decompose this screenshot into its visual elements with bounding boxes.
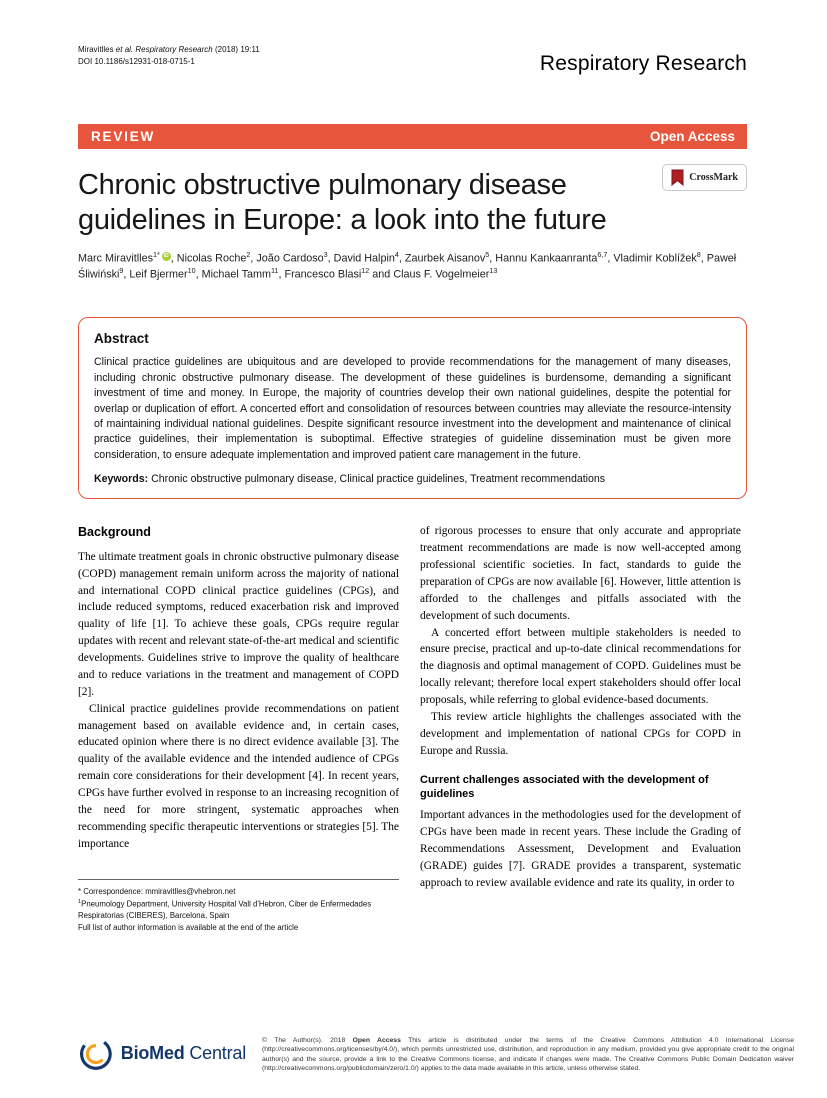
biomed-central-wordmark [121,1043,246,1064]
author-affiliation-sup: 9 [119,266,124,276]
author-name: João Cardoso [256,252,324,265]
author-affiliation-sup: 4 [394,249,399,259]
open-access-label: Open Access [649,129,735,144]
author-affiliation-sup: 2 [246,249,251,259]
citation-block [78,44,260,69]
author-name: Marc Miravitlles [78,252,153,265]
logo-word-central: Central [184,1043,246,1064]
paragraph: The ultimate treatment goals in chronic obstructive pulmonary disease (COPD) management remain uniform across the majority of national and international COPD clinical practice guidelines (CPGs), and include reduced symptoms, reduced exacerbation risk and improved quality of life [1]. To achieve these goals, CPGs require regular updates with recent and relevant state-of-the-art medical and scientific developments. Guidelines strive to improve the quality of healthcare and to reduce variations in the treatment and management of COPD [2]. [78,550,399,698]
author-name: Vladimir Koblížek [613,252,697,265]
paragraph: Clinical practice guidelines provide recommendations on patient management based on available evidence and, in certain cases, educated opinion where there is no direct evidence available [3]. The quality of the available evidence and the intended audience of CPGs remain core considerations for their development [4]. In recent years, CPGs have further evolved in response to an increasing recognition of the need for more stringent, systematic approaches when recommending specific therapeutic interventions or strategies [5]. The importance [78,702,399,850]
article-type-banner [78,124,747,149]
author-name: Michael Tamm [201,268,272,281]
affiliation-sup: 1 [78,898,82,905]
journal-name: Respiratory Research [539,52,747,75]
author-affiliation-sup: 1* [152,249,160,259]
author-affiliation-sup: 5 [485,249,490,259]
author-affiliation-sup: 13 [489,266,498,276]
abstract-text: Clinical practice guidelines are ubiquitous and are developed to provide recommendations for the management of many diseases, including chronic obstructive pulmonary disease. The development of these guidelines is burdensome, demanding a significant investment of time and money. In Europe, the majority of countries develop their own national guidelines, despite the potential for overlap or duplication of effort. A concerted effort and consolidation of resources between countries may alleviate the resource-intensity of maintaining individual national guidelines. Despite significant resource investment into the development and maintenance of clinical practice guidelines, their implementation is suboptimal. Effective strategies of guideline dissemination must be given more consideration, to ensure adequate implementation and improved patient care management in the future. [94,356,731,461]
author-name: Nicolas Roche [176,252,247,265]
author-affiliation-sup: 6,7 [597,249,608,259]
author-affiliation-sup: 8 [696,249,701,259]
crossmark-label: CrossMark [689,172,738,183]
paragraph: A concerted effort between multiple stakeholders is needed to ensure precise, practical and up-to-date clinical recommendations for the diagnosis and optimal management of COPD. Guidelines must be locally relevant; therefore local expert stakeholders should offer local proposals, while referring to global evidence-based documents. [420,626,741,707]
doi-line: DOI 10.1186/s12931-018-0715-1 [78,57,195,67]
crossmark-badge[interactable] [662,164,747,191]
keywords-line [94,473,731,485]
author-name: David Halpin [333,252,395,265]
author-affiliation-sup: 11 [271,266,279,276]
copyright-prefix: © The Author(s). 2018 [262,1036,353,1044]
citation-journal-italic: et al. Respiratory Research [115,45,213,54]
correspondence-line [78,886,399,898]
title-row [78,168,747,238]
correspondence-email[interactable]: mmiravitlles@vhebron.net [145,886,236,896]
left-column [78,523,399,934]
page-footer [78,1034,794,1074]
article-title: Chronic obstructive pulmonary disease guidelines in Europe: a look into the future [78,169,607,236]
paragraph: of rigorous processes to ensure that only accurate and appropriate treatment recommendations are made is now well-accepted among professional scientific societies. In fact, standards to guide the preparation of CPGs are now available [6]. However, little attention is afforded to the challenges and pitfalls associated with the development of such documents. [420,525,741,622]
citation-issue: (2018) 19:11 [214,45,260,54]
paragraph: This review article highlights the challenges associated with the development and implementation of national CPGs for COPD in Europe and Russia. [420,710,741,757]
affiliation-line [78,898,399,923]
keywords-label: Keywords: [94,473,149,486]
section-heading-current-challenges: Current challenges associated with the development of guidelines [420,773,709,801]
page-header [78,44,747,76]
paragraph: Important advances in the methodologies used for the development of CPGs have been made in recent years. These include the Grading of Recommendations Assessment, Development and Evaluation (GRADE) guides [7]. GRADE provides a transparent, systematic approach to review available evidence and rate its quality, in order to [420,809,741,889]
logo-word-biomed: BioMed [120,1043,185,1064]
copyright-body: This article is distributed under the terms of the Creative Commons Attribution 4.0 International License (http://creativecommons.org/licenses/by/4.0/), which permits unrestricted use, distribution, and reproduction in any medium, provided you give appropriate credit to the original author(s) and the source, provide a link to the Creative Commons license, and indicate if changes were made. The Creative Commons Public Domain Dedication waiver (http://creativecommons.org/publicdomain/zero/1.0/) applies to the data made available in this article, unless otherwise stated. [262,1036,794,1073]
citation-author: Miravitlles [78,45,114,54]
author-info-note: Full list of author information is available at the end of the article [78,923,299,933]
affiliation-text: Pneumology Department, University Hospital Vall d'Hebron, Ciber de Enfermedades Respiratorias (CIBERES), Barcelona, Spain [78,899,372,921]
author-affiliation-sup: 12 [361,266,370,276]
author-affiliation-sup: 3 [323,249,328,259]
article-type-label: REVIEW [91,129,156,144]
orcid-icon[interactable]: iD [163,252,169,259]
crossmark-icon [671,169,684,186]
biomed-central-logo [78,1034,246,1074]
abstract-heading: Abstract [94,331,149,347]
footnotes-block [78,879,399,935]
copyright-open-access: Open Access [352,1036,401,1044]
author-list: Marc Miravitlles$^{1*}$ iD , Nicolas Roche$^2$, João Cardoso$^3$, David Halpin$^4$, Zaurbek Aisanov$^5$, Hannu Kankaanranta$^{6,7}$, Vladimir Koblížek$^8$, Paweł Śliwiński$^9$, Leif Bjermer$^{10}$, Michael Tamm$^{11}$, Francesco Blasi$^{12}$ and Claus F. Vogelmeier$^{13}$ [78,249,737,281]
author-name: Paweł Śliwiński [78,252,737,281]
copyright-text [262,1034,794,1074]
article-body [78,523,747,934]
section-heading-background: Background [78,525,151,540]
author-name: Claus F. Vogelmeier [393,268,490,281]
correspondence-label: * Correspondence: [78,886,144,896]
biomed-central-icon [78,1034,114,1074]
keywords-text: Chronic obstructive pulmonary disease, Clinical practice guidelines, Treatment recommendations [151,473,606,486]
right-column [420,523,741,934]
citation-line [78,44,260,56]
author-name: Zaurbek Aisanov [404,252,486,265]
author-name: Francesco Blasi [284,268,362,281]
author-name: Hannu Kankaanranta [495,252,598,265]
author-affiliation-sup: 10 [187,266,196,276]
abstract-box [78,317,747,499]
author-name: Leif Bjermer [129,268,188,281]
